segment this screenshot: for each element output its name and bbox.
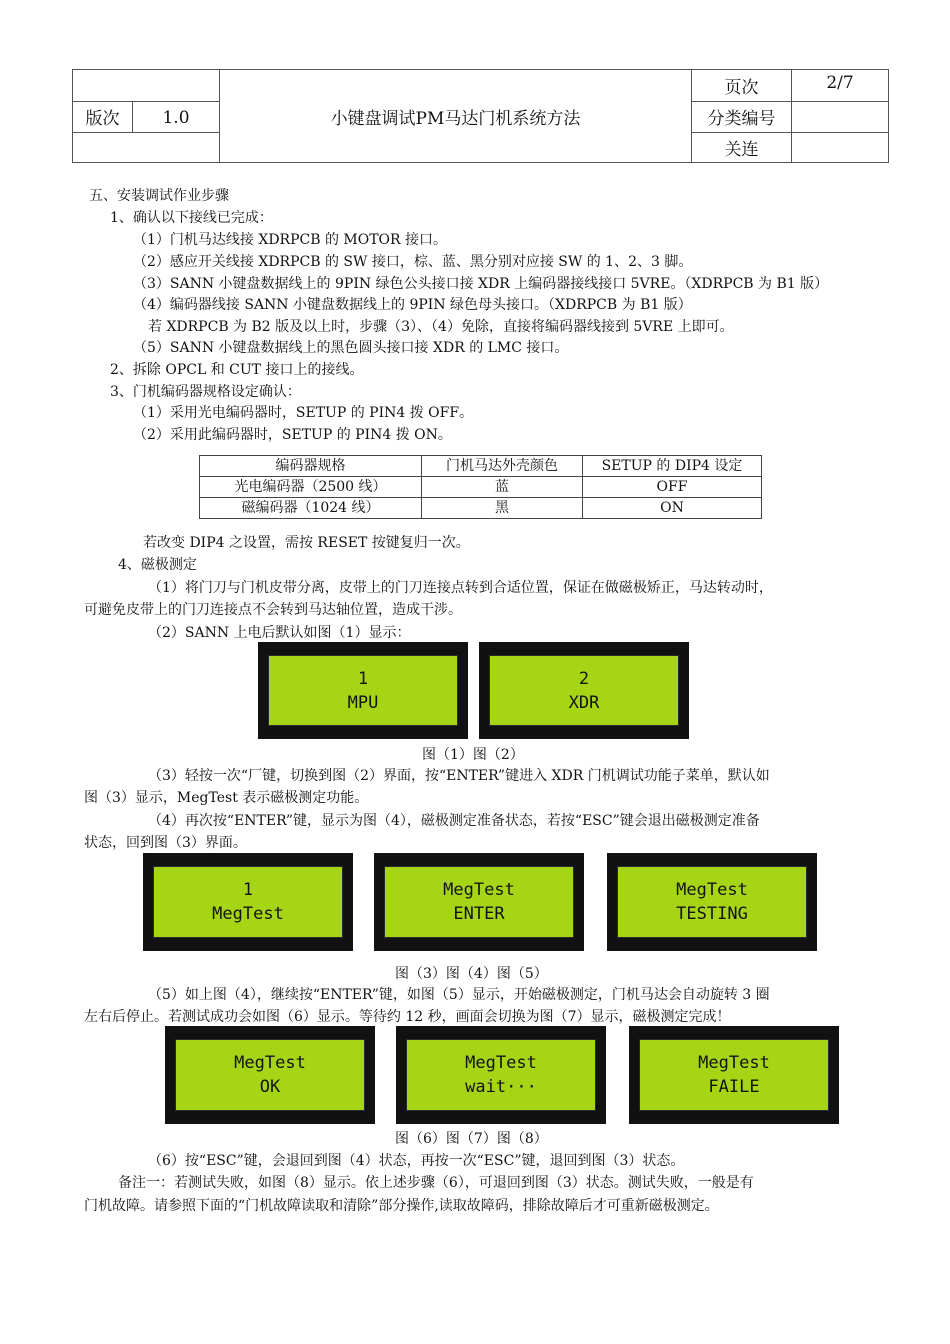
lcd-screen xyxy=(406,1039,596,1111)
lcd-line-2: ENTER xyxy=(453,904,505,924)
lcd-screen xyxy=(268,655,458,726)
table-header: SETUP 的 DIP4 设定 xyxy=(583,456,762,477)
remark-1a: 备注一：若测试失败，如图（8）显示。依上述步骤（6），可退回到图（3）状态。测试失败，一般是有 xyxy=(118,1175,754,1191)
lcd-line-1: MegTest xyxy=(443,880,515,900)
version-label: 版次 xyxy=(85,109,120,129)
lcd-figure-8 xyxy=(629,1026,839,1124)
table-cell: 磁编码器（1024 线） xyxy=(200,498,422,519)
document-title: 小键盘调试PM马达门机系统方法 xyxy=(330,109,581,129)
lcd-line-2: MegTest xyxy=(212,904,284,924)
table-cell: 蓝 xyxy=(422,477,583,498)
lcd-figure-5 xyxy=(607,853,817,951)
lcd-screen xyxy=(489,655,679,726)
lcd-line-2: wait··· xyxy=(465,1077,537,1097)
section-title: 五、安装调试作业步骤 xyxy=(89,188,229,204)
lcd-screen xyxy=(175,1039,365,1111)
lcd-screen xyxy=(384,866,574,938)
step-4-5b: 左右后停止。若测试成功会如图（6）显示。等待约 12 秒，画面会切换为图（7）显示，磁极测定完成！ xyxy=(84,1009,731,1025)
step-4-3a: （3）轻按一次“厂键，切换到图（2）界面，按“ENTER”键进入 XDR 门机调试功能子菜单，默认如 xyxy=(148,768,770,784)
table-header-row xyxy=(200,456,762,477)
lcd-screen xyxy=(617,866,807,938)
lcd-line-2: XDR xyxy=(568,692,600,713)
table-row xyxy=(200,498,762,519)
step-2: 2、拆除 OPCL 和 CUT 接口上的接线。 xyxy=(110,362,364,378)
lcd-line-1: 1 xyxy=(357,668,369,689)
lcd-line-2: OK xyxy=(259,1077,281,1097)
lcd-line-1: MegTest xyxy=(465,1053,537,1073)
lcd-line-2: TESTING xyxy=(676,904,748,924)
page-label: 页次 xyxy=(724,78,759,98)
step-4: 4、磁极测定 xyxy=(118,557,197,573)
step-1-4: （4）编码器线接 SANN 小键盘数据线上的 9PIN 绿色母头接口。（XDRPCB 为 B1 版） xyxy=(133,297,692,313)
header-table xyxy=(72,69,889,163)
lcd-line-1: MegTest xyxy=(698,1053,770,1073)
table-cell: OFF xyxy=(583,477,762,498)
step-4-1a: （1）将门刀与门机皮带分离，皮带上的门刀连接点转到合适位置，保证在做磁极矫正，马达转动时， xyxy=(148,580,773,596)
step-1-2: （2）感应开关线接 XDRPCB 的 SW 接口，棕、蓝、黑分别对应接 SW 的 1、2、3 脚。 xyxy=(133,254,693,270)
lcd-screen xyxy=(153,866,343,938)
step-4-4b: 状态，回到图（3）界面。 xyxy=(84,835,247,851)
step-1: 1、确认以下接线已完成： xyxy=(110,210,273,226)
step-3-2: （2）采用此编码器时，SETUP 的 PIN4 拨 ON。 xyxy=(133,427,452,443)
step-4-5a: （5）如上图（4），继续按“ENTER”键，如图（5）显示，开始磁极测定，门机马达会自动旋转 3 圈 xyxy=(148,987,770,1003)
class-label: 分类编号 xyxy=(707,109,776,129)
step-1-3: （3）SANN 小键盘数据线上的 9PIN 绿色公头接口接 XDR 上编码器接线接口 5VRE。（XDRPCB 为 B1 版） xyxy=(133,276,829,292)
after-table-note: 若改变 DIP4 之设置，需按 RESET 按键复归一次。 xyxy=(143,535,470,551)
step-4-1b: 可避免皮带上的门刀连接点不会转到马达轴位置，造成干涉。 xyxy=(84,602,462,618)
lcd-figure-2 xyxy=(479,642,689,739)
figure-caption-1: 图（1）图（2） xyxy=(422,747,524,763)
step-1-1: （1）门机马达线接 XDRPCB 的 MOTOR 接口。 xyxy=(133,232,448,248)
table-header: 门机马达外壳颜色 xyxy=(422,456,583,477)
lcd-line-1: 1 xyxy=(242,880,254,900)
lcd-line-2: MPU xyxy=(347,692,379,713)
table-cell: ON xyxy=(583,498,762,519)
lcd-line-1: 2 xyxy=(578,668,590,689)
figure-caption-3: 图（6）图（7）图（8） xyxy=(395,1131,548,1147)
table-header: 编码器规格 xyxy=(200,456,422,477)
related-label: 关连 xyxy=(724,140,759,160)
lcd-figure-6 xyxy=(165,1026,375,1124)
lcd-screen xyxy=(639,1039,829,1111)
step-4-6: （6）按“ESC”键，会退回到图（4）状态，再按一次“ESC”键，退回到图（3）状态。 xyxy=(148,1153,685,1169)
encoder-spec-table xyxy=(199,455,762,519)
lcd-figure-1 xyxy=(258,642,468,739)
step-4-4a: （4）再次按“ENTER”键，显示为图（4），磁极测定准备状态，若按“ESC”键会退出磁极测定准备 xyxy=(148,813,760,829)
step-4-2: （2）SANN 上电后默认如图（1）显示： xyxy=(148,625,411,641)
lcd-figure-3 xyxy=(143,853,353,951)
lcd-figure-4 xyxy=(374,853,584,951)
step-1-5: （5）SANN 小键盘数据线上的黑色圆头接口接 XDR 的 LMC 接口。 xyxy=(133,340,569,356)
lcd-figure-7 xyxy=(396,1026,606,1124)
figure-caption-2: 图（3）图（4）图（5） xyxy=(395,966,548,982)
lcd-line-1: MegTest xyxy=(234,1053,306,1073)
step-3: 3、门机编码器规格设定确认： xyxy=(110,384,301,400)
step-1-note: 若 XDRPCB 为 B2 版及以上时，步骤（3）、（4）免除，直接将编码器线接到 5VRE 上即可。 xyxy=(148,319,734,335)
remark-1b: 门机故障。请参照下面的“门机故障读取和清除”部分操作,读取故障码，排除故障后才可重新磁极测定。 xyxy=(84,1198,719,1214)
step-4-3b: 图（3）显示，MegTest 表示磁极测定功能。 xyxy=(84,790,369,806)
page-value: 2/7 xyxy=(826,73,854,93)
table-row xyxy=(200,477,762,498)
table-cell: 光电编码器（2500 线） xyxy=(200,477,422,498)
lcd-line-1: MegTest xyxy=(676,880,748,900)
version-value: 1.0 xyxy=(162,108,190,128)
step-3-1: （1）采用光电编码器时，SETUP 的 PIN4 拨 OFF。 xyxy=(133,405,474,421)
lcd-line-2: FAILE xyxy=(708,1077,760,1097)
table-cell: 黑 xyxy=(422,498,583,519)
